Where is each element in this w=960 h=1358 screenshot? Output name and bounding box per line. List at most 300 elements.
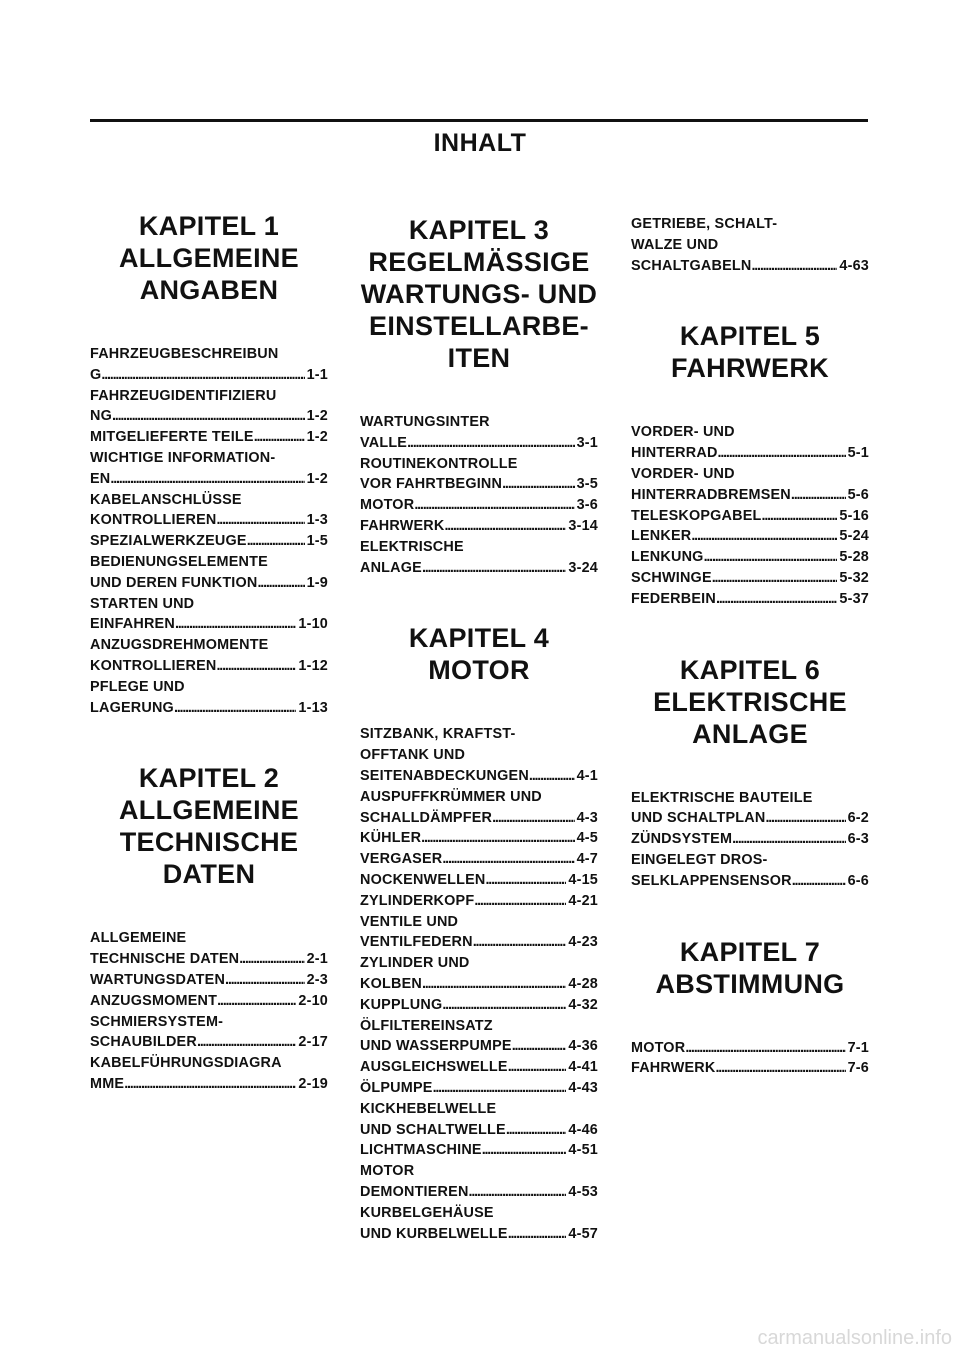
- toc-column-2: [360, 214, 598, 1288]
- dot-leader: [685, 1038, 845, 1059]
- toc-entry-text: ANZUGSMOMENT: [90, 992, 218, 1009]
- dot-leader: [751, 256, 837, 277]
- dot-leader: [110, 469, 304, 490]
- toc-entry-text: UND WASSERPUMPE: [360, 1038, 512, 1055]
- toc-entry-last-line: [360, 1078, 598, 1099]
- dot-leader: [506, 1120, 567, 1141]
- toc-entry[interactable]: [90, 344, 328, 386]
- dot-leader: [258, 573, 305, 594]
- toc-entry-last-line: [90, 949, 328, 970]
- toc-entry-last-line: [90, 656, 328, 677]
- dot-leader: [492, 808, 574, 829]
- toc-entry-last-line: [631, 589, 869, 610]
- toc-entry[interactable]: [360, 1140, 598, 1161]
- toc-entry-text: KABELFÜHRUNGSDIAGRA: [90, 1055, 282, 1072]
- toc-entry[interactable]: [90, 1053, 328, 1095]
- toc-entry-last-line: [360, 828, 598, 849]
- toc-entry-text: SCHALTGABELN: [631, 257, 752, 274]
- toc-entry-text: HINTERRAD: [631, 445, 718, 462]
- page-number: 7-1: [847, 1039, 869, 1056]
- page-number: 4-32: [568, 996, 598, 1013]
- toc-entry-text: AUSGLEICHSWELLE: [360, 1059, 508, 1076]
- page-number: 4-36: [568, 1038, 598, 1055]
- toc-entry-last-line: [360, 974, 598, 995]
- toc-entry-text: ANZUGSDREHMOMENTE: [90, 637, 269, 654]
- toc-entry[interactable]: [90, 490, 328, 532]
- toc-entry-text: MOTOR: [360, 1163, 415, 1180]
- toc-entry-last-line: [360, 1182, 598, 1203]
- toc-entry-text: G: [90, 366, 102, 383]
- page-number: 6-3: [847, 831, 869, 848]
- toc-entry[interactable]: [360, 891, 598, 912]
- dot-leader: [247, 531, 305, 552]
- toc-entry[interactable]: [631, 850, 869, 892]
- chapter-heading-line: WARTUNGS- UND: [360, 279, 598, 309]
- dot-leader: [239, 949, 304, 970]
- toc-entry-last-line: [360, 932, 598, 953]
- page-number: 7-6: [847, 1060, 869, 1077]
- dot-leader: [217, 510, 305, 531]
- toc-entry-last-line: [360, 1120, 598, 1141]
- dot-leader: [718, 443, 846, 464]
- toc-entry-text: ZYLINDER UND: [360, 955, 470, 972]
- toc-entry-text: FAHRZEUGBESCHREIBUN: [90, 346, 279, 362]
- toc-entry-text: VENTILFEDERN: [360, 934, 473, 951]
- toc-entry[interactable]: [90, 552, 328, 594]
- toc-entry-list: [90, 928, 328, 1094]
- chapter-heading-line: ALLGEMEINE: [118, 795, 299, 826]
- toc-entry-text: ÖLFILTEREINSATZ: [360, 1017, 493, 1034]
- toc-entry[interactable]: [360, 1016, 598, 1058]
- toc-entry-text: ROUTINEKONTROLLE: [360, 455, 518, 472]
- dot-leader: [217, 656, 297, 677]
- toc-entry-text: SCHMIERSYSTEM-: [90, 1013, 224, 1030]
- toc-entry-text: VALLE: [360, 434, 408, 451]
- toc-entry-text: WARTUNGSINTER: [360, 414, 490, 430]
- toc-entry[interactable]: [360, 995, 598, 1016]
- dot-leader: [704, 547, 838, 568]
- toc-entry-text: UND DEREN FUNKTION: [90, 574, 258, 591]
- dot-leader: [174, 698, 296, 719]
- toc-entry-last-line: [90, 427, 328, 448]
- page-number: 2-3: [306, 971, 328, 988]
- chapter-heading: [90, 210, 328, 306]
- toc-entry[interactable]: [631, 1058, 869, 1079]
- toc-entry-text: OFFTANK UND: [360, 747, 466, 764]
- toc-entry-text: KOLBEN: [360, 975, 422, 992]
- toc-entry[interactable]: [360, 454, 598, 496]
- chapter-heading-line: MOTOR: [428, 655, 530, 686]
- toc-entry[interactable]: [631, 214, 869, 276]
- dot-leader: [217, 991, 296, 1012]
- toc-entry-text: SCHALLDÄMPFER: [360, 809, 493, 826]
- toc-entry-text: AUSPUFFKRÜMMER UND: [360, 788, 542, 805]
- toc-entry-text: FAHRWERK: [360, 517, 445, 534]
- page-number: 5-16: [839, 507, 869, 524]
- toc-entry[interactable]: [631, 464, 869, 506]
- page-number: 1-3: [306, 512, 328, 529]
- toc-entry-last-line: [360, 891, 598, 912]
- toc-entry[interactable]: [90, 427, 328, 448]
- toc-entry-text: TECHNISCHE DATEN: [90, 951, 240, 968]
- toc-entry-text: KUPPLUNG: [360, 996, 443, 1013]
- page-number: 2-1: [306, 951, 328, 968]
- toc-entry-text: MOTOR: [631, 1039, 686, 1056]
- toc-entry[interactable]: [631, 1038, 869, 1059]
- dot-leader: [512, 1036, 567, 1057]
- chapter-heading-line: EINSTELLARBE-: [369, 311, 589, 341]
- toc-entry-text: VENTILE UND: [360, 913, 459, 930]
- toc-entry[interactable]: [360, 495, 598, 516]
- chapter-heading-line: FAHRWERK: [671, 353, 829, 384]
- toc-entry-text: UND SCHALTWELLE: [360, 1121, 506, 1138]
- dot-leader: [712, 568, 838, 589]
- chapter-heading-line: KAPITEL 2: [138, 763, 280, 794]
- toc-entry-text: SEITENABDECKUNGEN: [360, 767, 529, 784]
- toc-entry-text: EINFAHREN: [90, 616, 175, 633]
- page-number: 4-46: [568, 1121, 598, 1138]
- toc-entry[interactable]: [360, 412, 598, 454]
- page-number: 1-9: [306, 574, 328, 591]
- chapter-heading-line: ANGABEN: [139, 275, 279, 305]
- page-number: 4-15: [568, 871, 598, 888]
- page-number: 3-1: [576, 434, 598, 451]
- page-number: 5-28: [839, 549, 869, 566]
- page-number: 4-57: [568, 1225, 598, 1242]
- toc-entry[interactable]: [631, 422, 869, 464]
- toc-entry-last-line: [90, 614, 328, 635]
- page-number: 2-10: [298, 992, 328, 1009]
- chapter-heading-line: ELEKTRISCHE: [653, 686, 847, 717]
- toc-entry-last-line: [631, 256, 869, 277]
- toc-entry[interactable]: [90, 991, 328, 1012]
- dot-leader: [225, 970, 305, 991]
- toc-entry-text: SCHAUBILDER: [90, 1034, 197, 1051]
- toc-entry[interactable]: [360, 724, 598, 786]
- toc-entry-last-line: [90, 1074, 328, 1095]
- chapter-heading-line: ABSTIMMUNG: [655, 968, 845, 999]
- toc-entry-text: LENKER: [631, 528, 692, 545]
- page-number: 5-1: [847, 445, 869, 462]
- page-number: 1-13: [298, 699, 328, 716]
- page-number: 1-12: [298, 657, 328, 674]
- toc-entry-text: NG: [90, 408, 112, 425]
- page-number: 1-2: [306, 470, 328, 487]
- dot-leader: [792, 871, 846, 892]
- toc-entry-last-line: [360, 433, 598, 454]
- page-number: 2-19: [298, 1075, 328, 1092]
- dot-leader: [101, 365, 304, 386]
- toc-entry-last-line: [90, 991, 328, 1012]
- chapter-heading: [360, 214, 598, 374]
- dot-leader: [474, 891, 566, 912]
- toc-entry-text: SITZBANK, KRAFTST-: [360, 726, 516, 743]
- toc-entry-last-line: [90, 1032, 328, 1053]
- footer-watermark[interactable]: carmanualsonline.info: [757, 1327, 952, 1349]
- toc-entry-last-line: [360, 1057, 598, 1078]
- toc-column-3: [631, 214, 869, 1123]
- toc-entry[interactable]: [90, 970, 328, 991]
- chapter-heading: [631, 654, 869, 750]
- toc-entry[interactable]: [90, 386, 328, 428]
- toc-entry-text: ÖLPUMPE: [360, 1079, 433, 1096]
- toc-entry-text: ELEKTRISCHE BAUTEILE: [631, 789, 813, 806]
- toc-entry-last-line: [360, 558, 598, 579]
- toc-entry-text: UND KURBELWELLE: [360, 1225, 508, 1242]
- toc-entry[interactable]: [90, 1012, 328, 1054]
- page-number: 2-17: [298, 1034, 328, 1051]
- dot-leader: [433, 1078, 567, 1099]
- page-number: 4-5: [576, 830, 598, 847]
- chapter-heading-line: KAPITEL 1: [138, 211, 280, 241]
- toc-entry-last-line: [360, 849, 598, 870]
- chapter-heading-line: KAPITEL 6: [679, 654, 821, 685]
- toc-entry-last-line: [360, 766, 598, 787]
- page-number: 5-6: [847, 486, 869, 503]
- toc-entry-list: [631, 1038, 869, 1080]
- toc-entry-text: UND SCHALTPLAN: [631, 810, 766, 827]
- dot-leader: [765, 808, 845, 829]
- dot-leader: [442, 849, 574, 870]
- page-number: 4-51: [568, 1142, 598, 1159]
- toc-entry-text: FAHRZEUGIDENTIFIZIERU: [90, 387, 277, 404]
- toc-entry[interactable]: [360, 1099, 598, 1141]
- toc-entry-last-line: [631, 1038, 869, 1059]
- toc-entry-text: MITGELIEFERTE TEILE: [90, 429, 254, 446]
- toc-entry[interactable]: [631, 788, 869, 830]
- page-number: 3-6: [576, 497, 598, 514]
- toc-entry-text: KÜHLER: [360, 830, 422, 847]
- toc-entry[interactable]: [360, 849, 598, 870]
- dot-leader: [414, 495, 574, 516]
- toc-entry-list: [360, 412, 598, 578]
- chapter-heading: [631, 320, 869, 384]
- page-number: 1-10: [298, 616, 328, 633]
- toc-entry-last-line: [90, 573, 328, 594]
- dot-leader: [715, 1058, 845, 1079]
- dot-leader: [529, 766, 575, 787]
- dot-leader: [508, 1057, 567, 1078]
- chapter-heading-line: KAPITEL 5: [679, 321, 821, 352]
- dot-leader: [422, 974, 566, 995]
- toc-entry-text: GETRIEBE, SCHALT-: [631, 216, 778, 232]
- dot-leader: [716, 589, 837, 610]
- toc-entry-last-line: [360, 474, 598, 495]
- toc-entry[interactable]: [90, 928, 328, 970]
- toc-entry-text: SELKLAPPENSENSOR: [631, 872, 792, 889]
- toc-entry-last-line: [90, 531, 328, 552]
- toc-entry[interactable]: [90, 635, 328, 677]
- page-number: 5-37: [839, 590, 869, 607]
- toc-entry-text: KONTROLLIEREN: [90, 657, 217, 674]
- page-number: 3-5: [576, 476, 598, 493]
- page-number: 6-2: [847, 810, 869, 827]
- toc-entry-list: [360, 724, 598, 1244]
- chapter-heading-line: KAPITEL 3: [408, 215, 550, 245]
- toc-entry-last-line: [90, 510, 328, 531]
- chapter-heading-line: REGELMÄSSIGE: [368, 247, 590, 277]
- chapter-heading: [90, 762, 328, 890]
- toc-entry[interactable]: [90, 594, 328, 636]
- toc-entry[interactable]: [90, 448, 328, 490]
- chapter-heading: [631, 936, 869, 1000]
- toc-entry[interactable]: [360, 870, 598, 891]
- page-title: INHALT: [433, 129, 527, 157]
- page-number: 4-28: [568, 975, 598, 992]
- dot-leader: [691, 526, 837, 547]
- dot-leader: [407, 433, 574, 454]
- dot-leader: [486, 870, 567, 891]
- dot-leader: [762, 506, 838, 527]
- page-number: 4-3: [576, 809, 598, 826]
- toc-entry-text: ELEKTRISCHE: [360, 538, 464, 555]
- toc-entry-text: ZYLINDERKOPF: [360, 892, 475, 909]
- toc-entry-text: LICHTMASCHINE: [360, 1142, 482, 1159]
- toc-entry-text: EN: [90, 470, 111, 487]
- toc-entry-last-line: [631, 443, 869, 464]
- dot-leader: [175, 614, 296, 635]
- toc-entry-last-line: [631, 871, 869, 892]
- dot-leader: [124, 1074, 296, 1095]
- toc-entry-last-line: [631, 829, 869, 850]
- toc-entry-last-line: [631, 808, 869, 829]
- toc-entry[interactable]: [360, 912, 598, 954]
- toc-entry-text: BEDIENUNGSELEMENTE: [90, 553, 268, 570]
- toc-entry-last-line: [631, 568, 869, 589]
- page-number: 1-2: [306, 408, 328, 425]
- toc-entry-text: WALZE UND: [631, 236, 719, 253]
- toc-entry-last-line: [631, 547, 869, 568]
- toc-entry[interactable]: [360, 1078, 598, 1099]
- toc-entry-text: ANLAGE: [360, 559, 422, 576]
- toc-entry-list: [631, 422, 869, 609]
- dot-leader: [254, 427, 305, 448]
- chapter-heading-line: ALLGEMEINE: [118, 243, 299, 273]
- page-number: 4-21: [568, 892, 598, 909]
- toc-entry-last-line: [90, 365, 328, 386]
- toc-entry-text: HINTERRADBREMSEN: [631, 486, 791, 503]
- chapter-heading-line: DATEN: [162, 859, 256, 890]
- page-number: 5-24: [839, 528, 869, 545]
- toc-entry-last-line: [360, 995, 598, 1016]
- toc-entry-last-line: [360, 808, 598, 829]
- toc-entry-list: [90, 344, 328, 718]
- toc-entry[interactable]: [360, 537, 598, 579]
- page-number: 3-14: [568, 517, 598, 534]
- page-number: 4-7: [576, 851, 598, 868]
- toc-entry[interactable]: [90, 677, 328, 719]
- top-rule: [90, 119, 868, 122]
- chapter-heading: [360, 622, 598, 686]
- toc-entry[interactable]: [360, 953, 598, 995]
- toc-entry[interactable]: [631, 547, 869, 568]
- toc-entry-text: VOR FAHRTBEGINN: [360, 476, 503, 493]
- dot-leader: [791, 485, 846, 506]
- toc-entry-text: LENKUNG: [631, 549, 704, 566]
- dot-leader: [442, 995, 566, 1016]
- toc-entry[interactable]: [360, 787, 598, 829]
- toc-entry-last-line: [360, 870, 598, 891]
- page-number: 1-5: [306, 533, 328, 550]
- toc-entry-text: KABELANSCHLÜSSE: [90, 491, 242, 508]
- toc-entry[interactable]: [360, 828, 598, 849]
- dot-leader: [444, 516, 566, 537]
- toc-entry-text: MOTOR: [360, 497, 415, 514]
- toc-entry-last-line: [90, 698, 328, 719]
- dot-leader: [482, 1140, 567, 1161]
- chapter-heading-line: KAPITEL 7: [679, 936, 821, 967]
- page-number: 4-63: [839, 257, 869, 274]
- toc-entry[interactable]: [631, 526, 869, 547]
- toc-entry-last-line: [631, 526, 869, 547]
- toc-column-1: [90, 210, 328, 1139]
- toc-entry[interactable]: [631, 506, 869, 527]
- toc-entry-last-line: [631, 506, 869, 527]
- toc-entry-last-line: [90, 469, 328, 490]
- toc-entry-text: FEDERBEIN: [631, 590, 716, 607]
- dot-leader: [422, 558, 566, 579]
- toc-entry-text: TELESKOPGABEL: [631, 507, 762, 524]
- toc-entry[interactable]: [631, 568, 869, 589]
- toc-entry-text: NOCKENWELLEN: [360, 871, 486, 888]
- toc-entry-list: [631, 214, 869, 276]
- toc-entry[interactable]: [360, 1161, 598, 1203]
- toc-entry-text: KONTROLLIEREN: [90, 512, 217, 529]
- toc-entry-text: ZÜNDSYSTEM: [631, 831, 733, 848]
- page-number: 4-23: [568, 934, 598, 951]
- toc-entry-last-line: [631, 1058, 869, 1079]
- dot-leader: [502, 474, 574, 495]
- page-number: 1-2: [306, 429, 328, 446]
- toc-entry-text: EINGELEGT DROS-: [631, 851, 768, 868]
- toc-entry-last-line: [360, 1036, 598, 1057]
- dot-leader: [469, 1182, 567, 1203]
- page-number: 5-32: [839, 569, 869, 586]
- toc-entry[interactable]: [631, 589, 869, 610]
- toc-entry-text: VORDER- UND: [631, 465, 735, 482]
- toc-entry[interactable]: [90, 531, 328, 552]
- toc-entry-text: SPEZIALWERKZEUGE: [90, 533, 247, 550]
- toc-entry-last-line: [631, 485, 869, 506]
- toc-entry[interactable]: [360, 516, 598, 537]
- toc-entry-text: PFLEGE UND: [90, 678, 185, 695]
- toc-entry[interactable]: [360, 1057, 598, 1078]
- dot-leader: [732, 829, 845, 850]
- chapter-heading-line: ITEN: [447, 343, 511, 373]
- toc-entry-text: VERGASER: [360, 851, 443, 868]
- page-number: 4-43: [568, 1079, 598, 1096]
- toc-entry-text: ALLGEMEINE: [90, 930, 187, 947]
- dot-leader: [508, 1224, 567, 1245]
- dot-leader: [421, 828, 574, 849]
- page-number: 4-1: [576, 767, 598, 784]
- dot-leader: [112, 406, 305, 427]
- chapter-heading-line: ANLAGE: [692, 718, 808, 749]
- toc-entry-text: WICHTIGE INFORMATION-: [90, 449, 276, 466]
- toc-entry-text: FAHRWERK: [631, 1060, 716, 1077]
- toc-entry-last-line: [90, 406, 328, 427]
- toc-entry-text: WARTUNGSDATEN: [90, 971, 226, 988]
- toc-entry[interactable]: [631, 829, 869, 850]
- toc-entry-list: [631, 788, 869, 892]
- toc-entry-text: LAGERUNG: [90, 699, 174, 716]
- page-number: 1-1: [306, 366, 328, 383]
- toc-entry-text: SCHWINGE: [631, 569, 712, 586]
- page-number: 6-6: [847, 872, 869, 889]
- toc-entry-last-line: [360, 495, 598, 516]
- toc-entry[interactable]: [360, 1203, 598, 1245]
- page-number: 4-53: [568, 1183, 598, 1200]
